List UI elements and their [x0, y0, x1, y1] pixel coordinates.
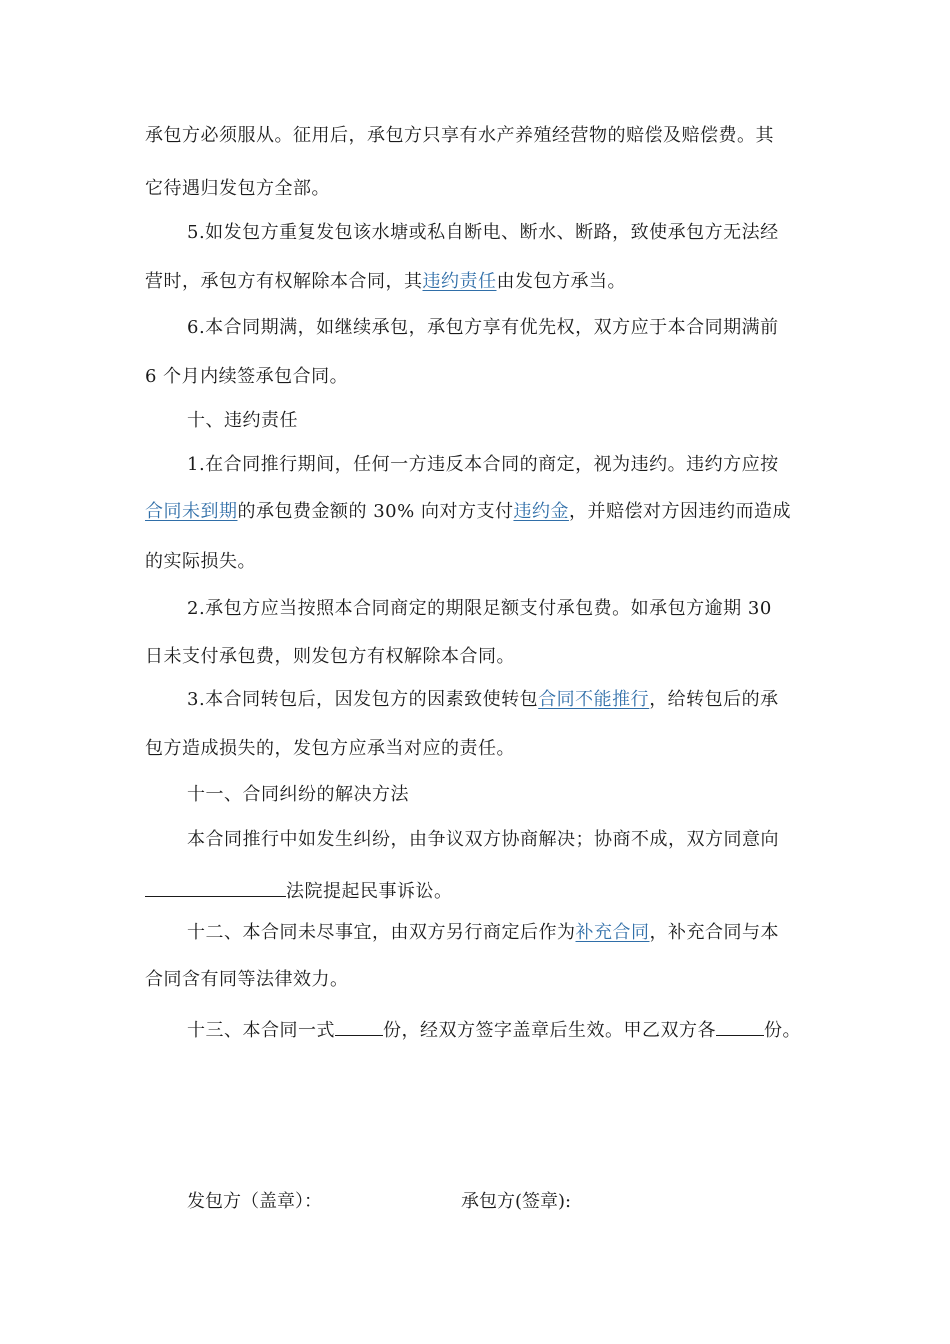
s10-item1-line-2: [145, 500, 791, 524]
heading-text: 十一、合同纠纷的解决方法: [187, 784, 409, 805]
text: 承包方必须服从。征用后，承包方只享有水产养殖经营物的赔偿及赔偿费。其: [145, 125, 774, 146]
s11-line-1: [187, 828, 779, 852]
text: ，给转包后的承: [649, 689, 779, 710]
text: 5.如发包方重复发包该水塘或私自断电、断水、断路，致使承包方无法经: [187, 222, 779, 243]
section-12-line-1: [187, 921, 779, 945]
text: 份，经双方签字盖章后生效。甲乙双方各: [383, 1020, 716, 1041]
text: 份。: [764, 1020, 801, 1041]
heading-text: 十、违约责任: [187, 410, 298, 431]
text: 包方造成损失的，发包方应承当对应的责任。: [145, 738, 515, 759]
text: 承包方(签章):: [461, 1191, 572, 1212]
s10-item1-line-1: [187, 453, 779, 477]
supplementary-contract-link[interactable]: 补充合同: [575, 922, 650, 943]
party-b-signature-label: [461, 1190, 571, 1214]
section-13-line: [187, 1015, 801, 1043]
s10-item2-line-2: [145, 645, 515, 669]
clause-5-line-2: [145, 270, 626, 294]
s10-item3-line-1: [187, 688, 779, 712]
text: 3.本合同转包后，因发包方的因素致使转包: [187, 689, 539, 710]
section-10-heading: [187, 409, 298, 433]
text: 6.本合同期满，如继续承包，承包方享有优先权，双方应于本合同期满前: [187, 317, 779, 338]
text: 合同含有同等法律效力。: [145, 969, 349, 990]
copies-total-blank[interactable]: [335, 1015, 383, 1036]
penalty-link[interactable]: 违约金: [513, 501, 569, 522]
s10-item3-line-2: [145, 737, 515, 761]
text: 的承包费金额的 30% 向对方支付: [237, 501, 514, 522]
clause-5-line-1: [187, 221, 779, 245]
text: ，补充合同与本: [649, 922, 779, 943]
text: 十三、本合同一式: [187, 1020, 335, 1041]
breach-liability-link[interactable]: 违约责任: [422, 271, 497, 292]
section-12-line-2: [145, 968, 349, 992]
copies-each-blank[interactable]: [716, 1015, 764, 1036]
text: ，并赔偿对方因违约而造成: [568, 501, 791, 522]
text: 日未支付承包费，则发包方有权解除本合同。: [145, 646, 515, 667]
text: 法院提起民事诉讼。: [286, 881, 453, 902]
text: 十二、本合同未尽事宜，由双方另行商定后作为: [187, 922, 576, 943]
section-11-heading: [187, 783, 409, 807]
s10-item1-line-3: [145, 550, 256, 574]
para-line: [145, 124, 774, 148]
text: 的实际损失。: [145, 551, 256, 572]
text: 6 个月内续签承包合同。: [145, 366, 349, 387]
s11-line-2: [145, 876, 453, 904]
s10-item2-line-1: [187, 597, 772, 621]
text: 发包方（盖章）：: [187, 1191, 322, 1212]
text: 本合同推行中如发生纠纷，由争议双方协商解决；协商不成，双方同意向: [187, 829, 779, 850]
clause-6-line-1: [187, 316, 779, 340]
contract-not-expired-link[interactable]: 合同未到期: [145, 501, 238, 522]
text: 由发包方承当。: [496, 271, 626, 292]
text: 2.承包方应当按照本合同商定的期限足额支付承包费。如承包方逾期 30: [187, 598, 772, 619]
para-line: [145, 177, 330, 201]
clause-6-line-2: [145, 365, 348, 389]
contract-cannot-perform-link[interactable]: 合同不能推行: [538, 689, 650, 710]
text: 1.在合同推行期间，任何一方违反本合同的商定，视为违约。违约方应按: [187, 454, 779, 475]
text: 营时，承包方有权解除本合同，其: [145, 271, 423, 292]
party-a-signature-label: [187, 1190, 322, 1214]
court-blank-field[interactable]: [145, 876, 286, 897]
text: 它待遇归发包方全部。: [145, 178, 330, 199]
